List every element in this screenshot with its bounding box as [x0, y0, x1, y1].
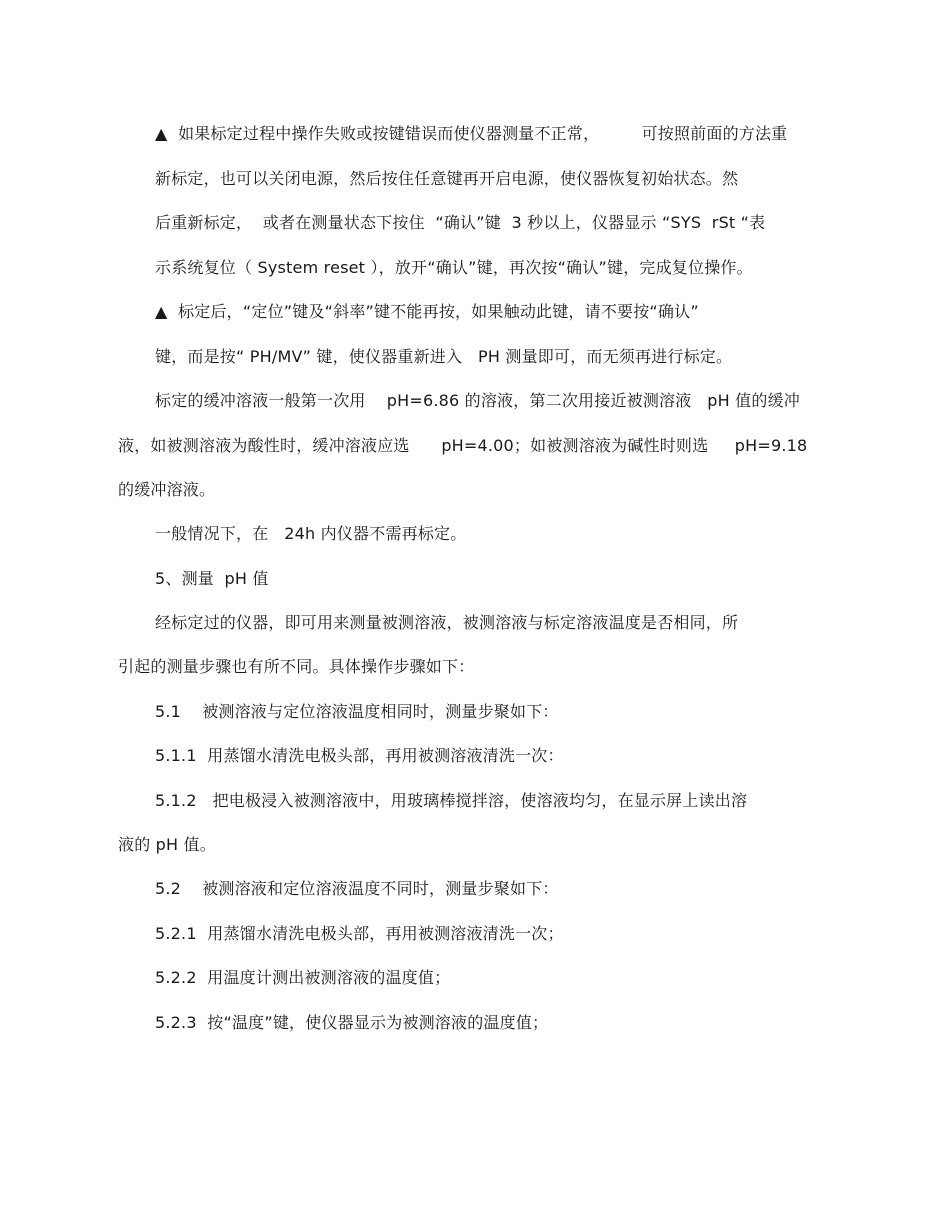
text-line: 键，而是按“ PH/MV” 键，使仪器重新进入 PH 测量即可，而无须再进行标定。	[155, 347, 733, 366]
text-line: 示系统复位（ System reset ），放开“确认”键，再次按“确认”键，完成复位操作。	[155, 258, 753, 277]
text-line: 5.2.3 按“温度”键，使仪器显示为被测溶液的温度值；	[155, 1013, 549, 1032]
text-line: 引起的测量步骤也有所不同。具体操作步骤如下：	[118, 657, 475, 676]
text-line: 5.2.2 用温度计测出被测溶液的温度值；	[155, 968, 451, 987]
text-line: 一般情况下，在 24h 内仪器不需再标定。	[155, 524, 467, 543]
subsection-heading: 5.2 被测溶液和定位溶液温度不同时，测量步聚如下：	[155, 879, 559, 898]
text-line: 经标定过的仪器，即可用来测量被测溶液，被测溶液与标定溶液温度是否相同，所	[155, 613, 739, 632]
subsection-heading: 5.1 被测溶液与定位溶液温度相同时，测量步聚如下：	[155, 702, 559, 721]
text-line: ▲ 如果标定过程中操作失败或按键错误而使仪器测量不正常， 可按照前面的方法重	[155, 124, 788, 143]
text-line: 液，如被测溶液为酸性时，缓冲溶液应选 pH=4.00；如被测溶液为碱性时则选 pH=9.18	[118, 436, 808, 455]
text-line: 液的 pH 值。	[118, 835, 216, 854]
text-line: 标定的缓冲溶液一般第一次用 pH=6.86 的溶液，第二次用接近被测溶液 pH 值的缓冲	[155, 391, 800, 410]
text-line: ▲ 标定后，“定位”键及“斜率”键不能再按，如果触动此键，请不要按“确认”	[155, 302, 699, 321]
text-line: 后重新标定， 或者在测量状态下按住 “确认”键 3 秒以上，仪器显示 “SYS rSt “表	[155, 213, 766, 232]
text-line: 5.2.1 用蒸馏水清洗电极头部，再用被测溶液清洗一次；	[155, 924, 564, 943]
section-heading: 5、测量 pH 值	[155, 569, 269, 588]
text-line: 新标定，也可以关闭电源，然后按住任意键再开启电源，使仪器恢复初始状态。然	[155, 169, 739, 188]
text-line: 5.1.2 把电极浸入被测溶液中，用玻璃棒搅拌溶，使溶液均匀，在显示屏上读出溶	[155, 791, 748, 810]
text-line: 的缓冲溶液。	[118, 480, 216, 499]
text-line: 5.1.1 用蒸馏水清洗电极头部，再用被测溶液清洗一次：	[155, 746, 564, 765]
